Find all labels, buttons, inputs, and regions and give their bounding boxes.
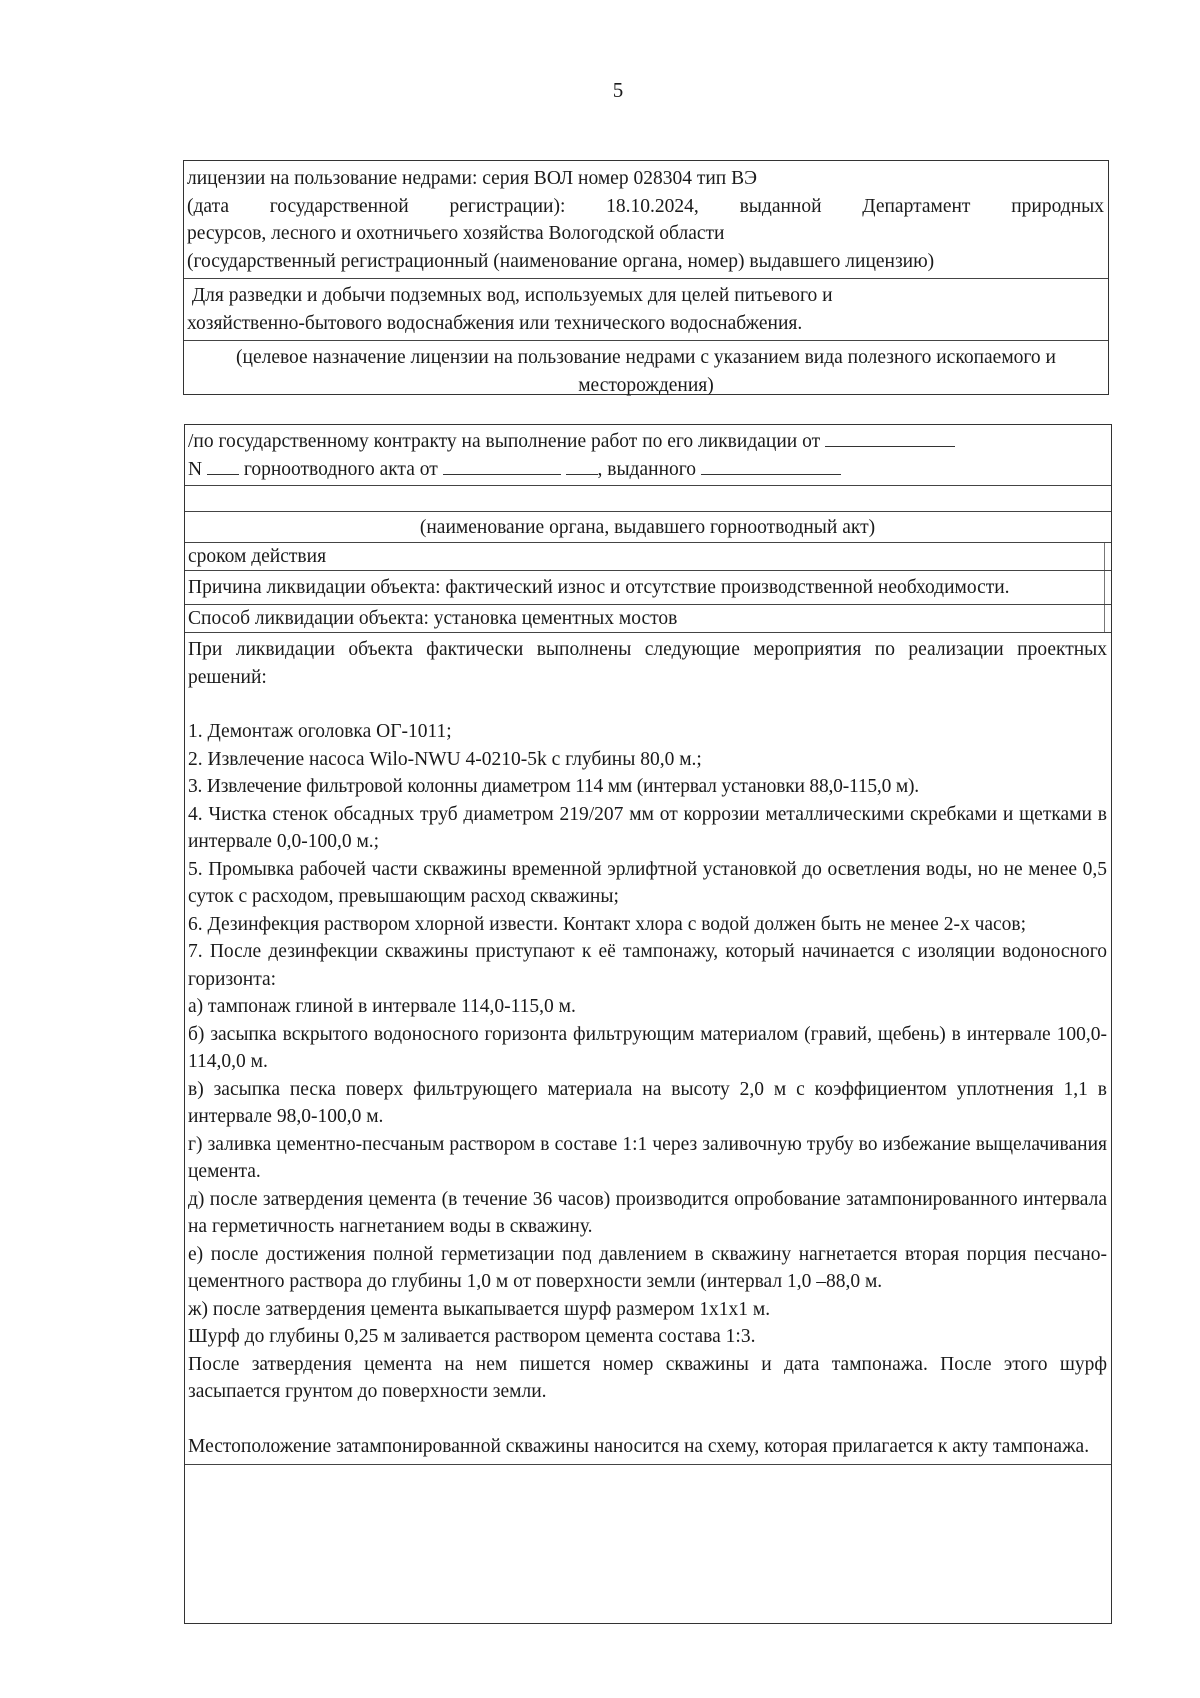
authority-caption: (наименование органа, выдавшего горноотводный акт) — [185, 512, 1111, 543]
license-purpose-caption: (целевое назначение лицензии на пользование недрами с указанием вида полезного ископаемого и месторождения) — [236, 347, 1056, 396]
act-date-blank — [443, 456, 561, 475]
measure-item-1: 1. Демонтаж оголовка ОГ-1011; — [188, 721, 452, 742]
act-year-blank — [566, 456, 598, 475]
measure-item-7: 7. После дезинфекции скважины приступают к её тампонажу, который начинается с изоляции водоносного горизонта: — [188, 941, 1107, 990]
measure-item-zh: ж) после затвердения цемента выкапывается шурф размером 1х1х1 м. — [188, 1298, 771, 1320]
measures-intro: При ликвидации объекта фактически выполнены следующие мероприятия по реализации проектных решений: — [188, 639, 1107, 688]
act-issuer-blank — [701, 456, 841, 475]
contract-date-blank — [825, 428, 955, 447]
act-line — [188, 456, 1107, 484]
reason-text: Причина ликвидации объекта: фактический износ и отсутствие производственной необходимости. — [188, 571, 1105, 604]
contract-row — [185, 425, 1111, 486]
location-gap — [188, 1406, 1107, 1433]
license-series-line: лицензии на пользование недрами: серия ВОЛ номер 028304 тип ВЭ — [187, 168, 757, 189]
license-caption-line: (государственный регистрационный (наименование органа, номер) выдавшего лицензию) — [187, 250, 935, 272]
contract-n-label: N — [188, 458, 203, 480]
measure-item-g: г) заливка цементно-песчаным раствором в составе 1:1 через заливочную трубу во избежание выщелачивания цемента. — [188, 1133, 1107, 1182]
license-purpose-line2: хозяйственно-бытового водоснабжения или технического водоснабжения. — [187, 312, 803, 334]
measure-item-2: 2. Извлечение насоса Wilo-NWU 4-0210-5k с глубины 80,0 м.; — [188, 748, 702, 770]
license-purpose-line1: Для разведки и добычи подземных вод, используемых для целей питьевого и — [187, 285, 833, 306]
method-text: Способ ликвидации объекта: установка цементных мостов — [188, 605, 1105, 633]
measure-item-a: а) тампонаж глиной в интервале 114,0-115,0 м. — [188, 996, 576, 1017]
method-row — [185, 605, 1111, 634]
license-issuer-line: ресурсов, лесного и охотничьего хозяйства Вологодской области — [187, 223, 725, 244]
validity-text: сроком действия — [188, 543, 1105, 571]
contract-line — [188, 428, 1107, 456]
measure-item-6: 6. Дезинфекция раствором хлорной извести. Контакт хлора с водой должен быть не менее 2-х часов; — [188, 913, 1027, 935]
license-info-box — [183, 160, 1109, 395]
contract-text: /по государственному контракту на выполнение работ по его ликвидации от — [188, 431, 821, 452]
measure-item-3: 3. Извлечение фильтровой колонны диаметром 114 мм (интервал установки 88,0-115,0 м). — [188, 776, 919, 797]
license-date-line: (дата государственной регистрации): 18.10.2024, выданной Департамент природных — [187, 195, 1104, 217]
measure-item-e: е) после достижения полной герметизации под давлением в скважину нагнетается вторая порция песчано-цементного раствора до глубины 1,0 м от поверхности земли (интервал 1,0 –88,0 м. — [188, 1243, 1107, 1292]
measures-row — [185, 633, 1111, 1465]
measure-item-marking: После затвердения цемента на нем пишется номер скважины и дата тампонажа. После этого шурф засыпается грунтом до поверхности земли. — [188, 1353, 1107, 1402]
act-issued-text: , выданного — [597, 458, 697, 480]
validity-row — [185, 543, 1111, 572]
contract-number-blank — [207, 456, 239, 475]
measures-gap — [188, 691, 1107, 718]
measure-item-5: 5. Промывка рабочей части скважины временной эрлифтной установкой до осветления воды, но не менее 0,5 суток с расходом, превышающим расход скважины; — [188, 858, 1107, 907]
measure-item-pit: Шурф до глубины 0,25 м заливается раствором цемента состава 1:3. — [188, 1326, 756, 1347]
measure-item-v: в) засыпка песка поверх фильтрующего материала на высоту 2,0 м с коэффициентом уплотнения 1,1 в интервале 98,0-100,0 м. — [188, 1078, 1107, 1127]
page-number: 5 — [612, 78, 624, 102]
license-registration-row — [184, 161, 1108, 279]
reason-row — [185, 571, 1111, 605]
measure-item-d: д) после затвердения цемента (в течение 36 часов) производится опробование затампонированного интервала на герметичность нагнетанием воды в скважину. — [188, 1188, 1107, 1237]
act-text: горноотводного акта от — [243, 458, 438, 480]
location-note: Местоположение затампонированной скважины наносится на схему, которая прилагается к акту тампонажа. — [188, 1435, 1090, 1457]
liquidation-box — [184, 424, 1112, 1624]
license-purpose-row — [184, 279, 1108, 341]
measure-item-4: 4. Чистка стенок обсадных труб диаметром 219/207 мм от коррозии металлическими скребками и щетками в интервале 0,0-100,0 м.; — [188, 803, 1107, 852]
authority-blank-row — [185, 486, 1111, 512]
measure-item-b: б) засыпка вскрытого водоносного горизонта фильтрующим материалом (гравий, щебень) в интервале 100,0-114,0,0 м. — [188, 1023, 1107, 1072]
trailing-empty-row — [185, 1465, 1111, 1491]
